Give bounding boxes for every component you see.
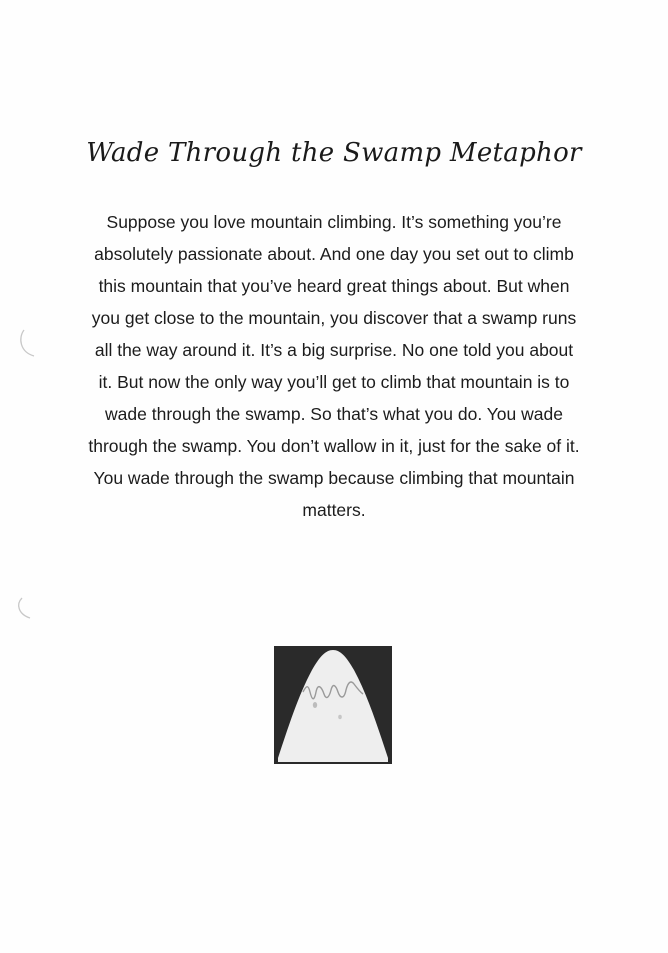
hole-punch-mark-upper <box>16 328 40 360</box>
snow-drip <box>313 702 317 708</box>
snow-drip <box>338 715 342 719</box>
metaphor-paragraph: Suppose you love mountain climbing. It’s something you’re absolutely passionate about. And one day you set out to climb this mountain that you’ve heard great things about. But when you get close to the mountain, you discover that a swamp runs all the way around it. It’s a big surprise. No one told you about it. But now the only way you’ll get to climb that mountain is to wade through the swamp. So that’s what you do. You wade through the swamp. You don’t wallow in it, just for the sake of it. You wade through the swamp because climbing that mountain matters. <box>88 212 580 520</box>
snowy-mountain-icon <box>274 646 392 764</box>
hole-punch-mark-lower <box>14 596 38 622</box>
page-title: Wade Through the Swamp Metaphor <box>86 138 582 168</box>
